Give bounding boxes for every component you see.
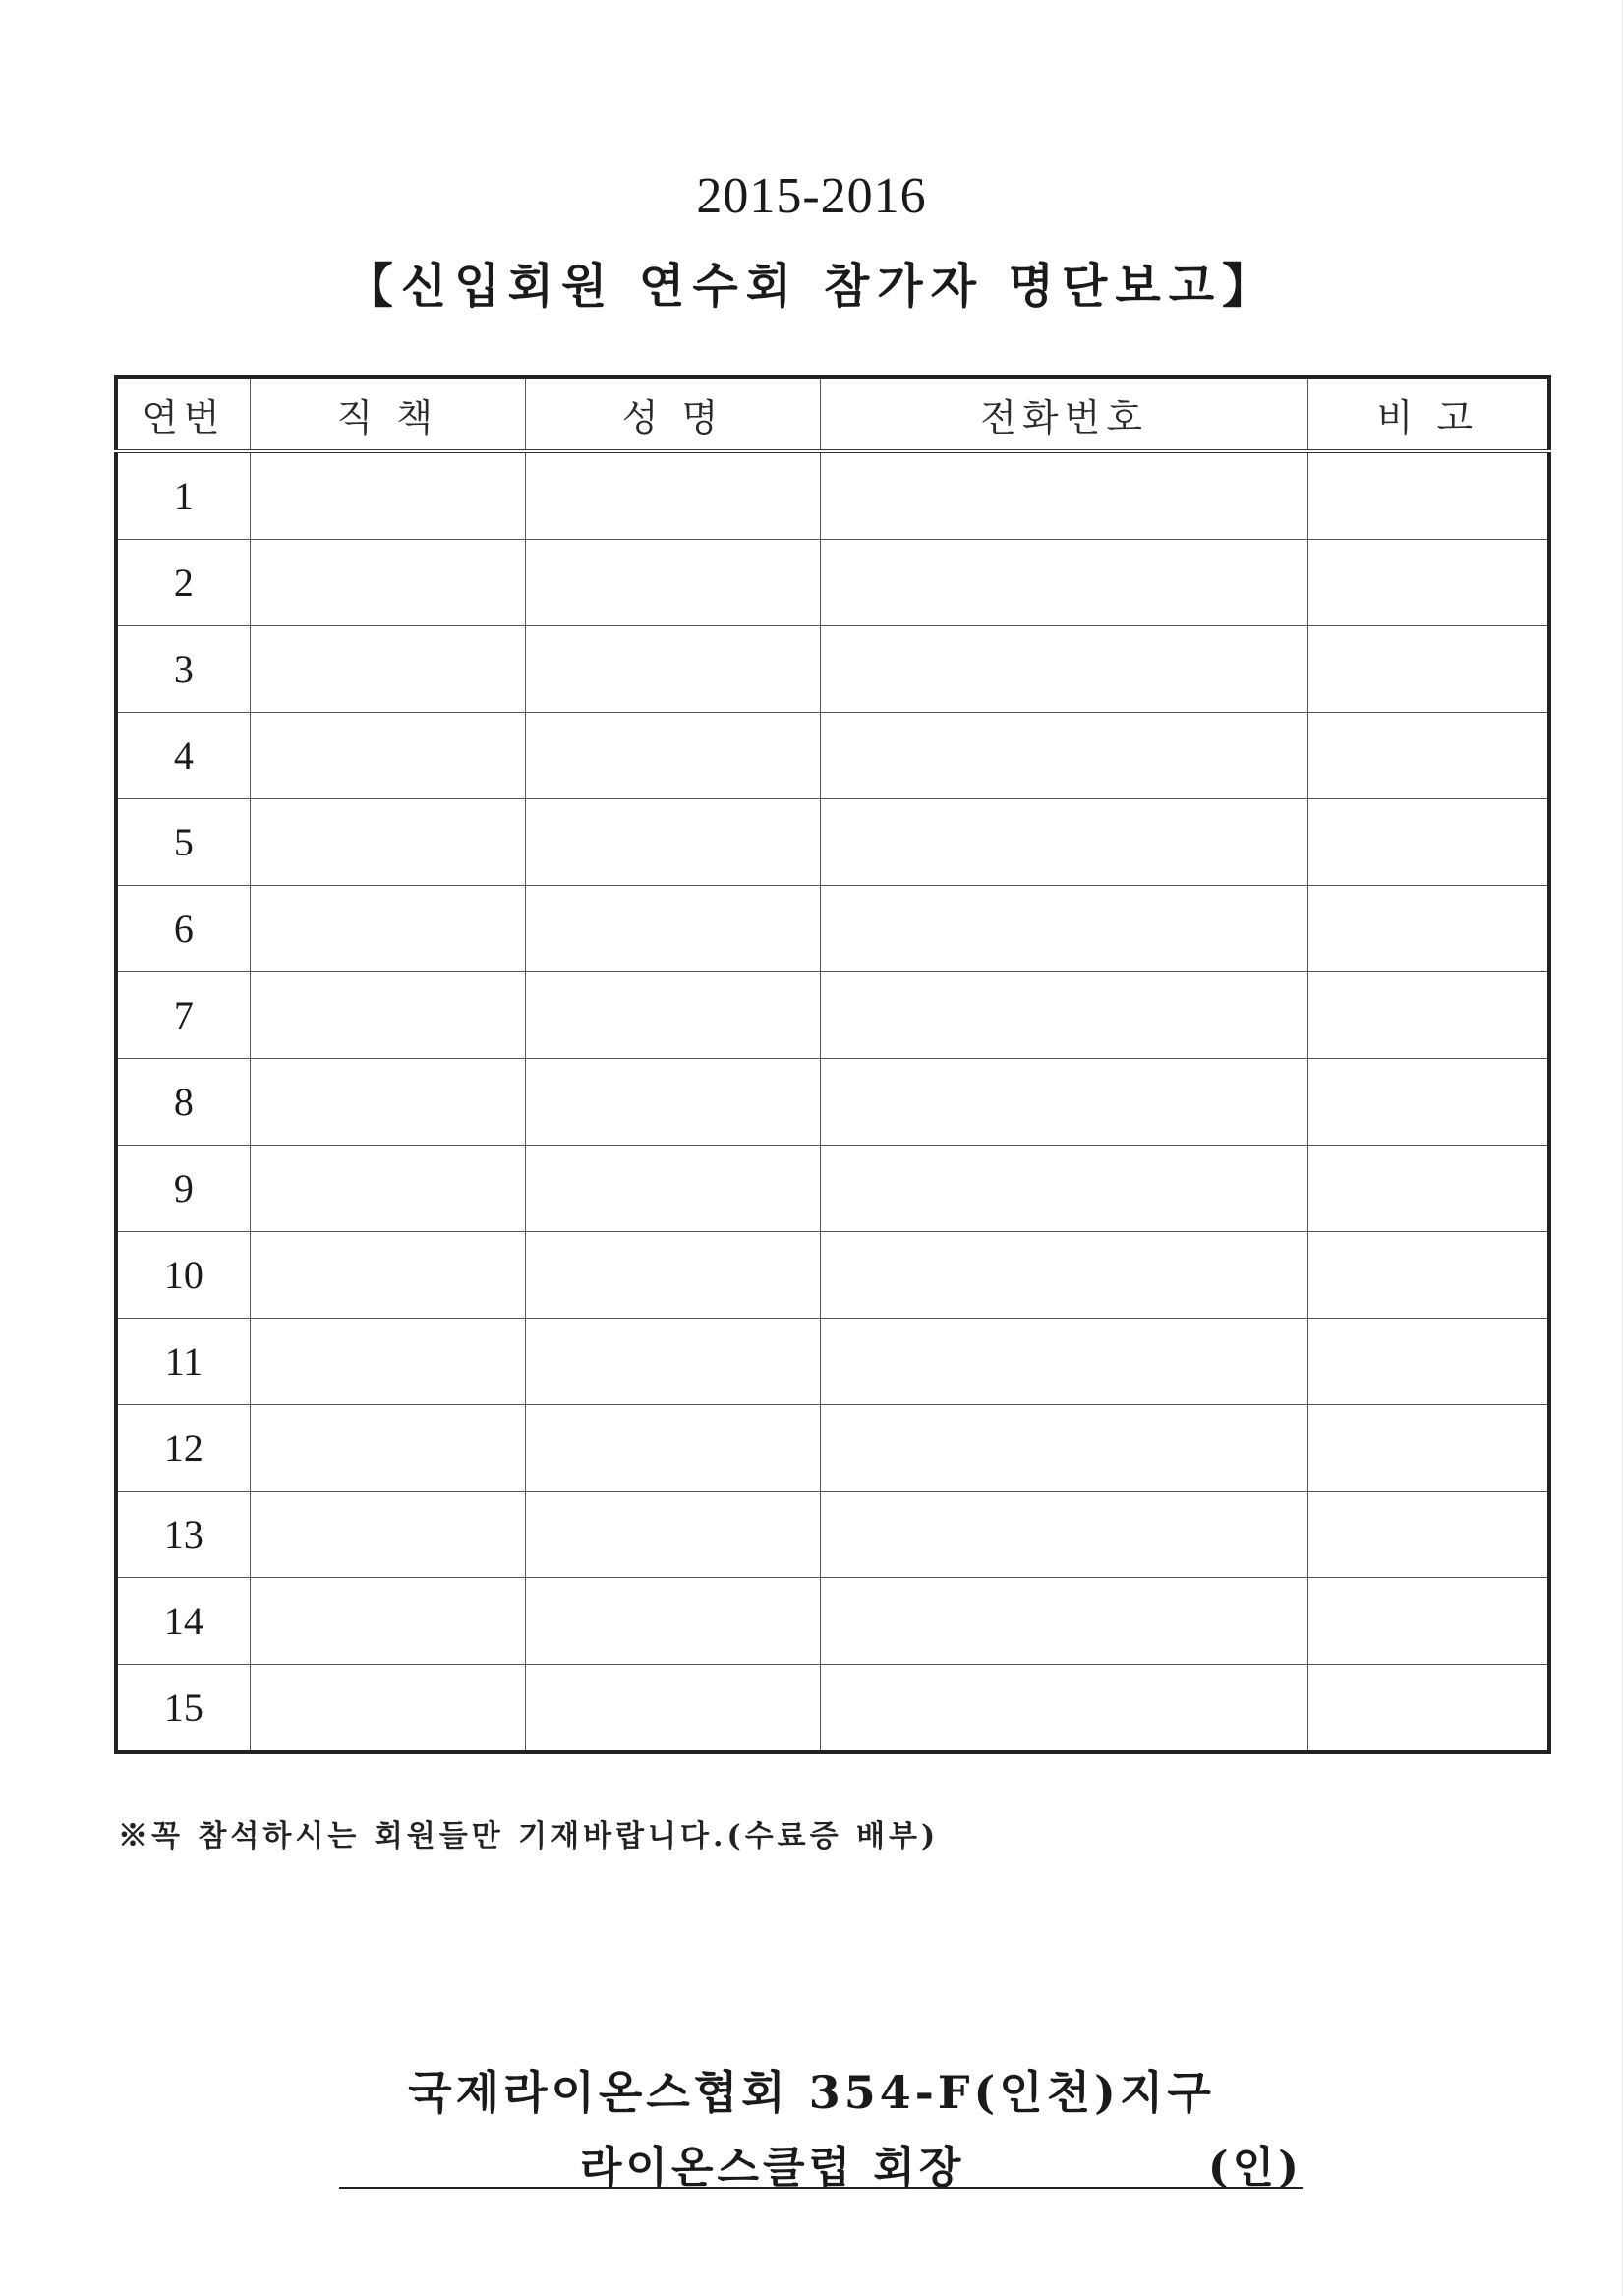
table-header-row [116, 377, 1549, 451]
organization-name: 국제라이온스협회 354-F(인천)지구 [408, 2066, 1215, 2119]
cell-number: 15 [116, 1665, 250, 1753]
cell-phone [821, 626, 1307, 713]
club-president-label: 라이온스클럽 회장 [580, 2143, 965, 2193]
cell-phone [821, 1232, 1307, 1319]
cell-number: 1 [116, 451, 250, 540]
cell-number: 10 [116, 1232, 250, 1319]
participant-roster-table [114, 375, 1551, 1754]
cell-number: 13 [116, 1492, 250, 1578]
cell-phone [821, 1665, 1307, 1753]
cell-remarks [1307, 626, 1549, 713]
cell-phone [821, 1405, 1307, 1492]
table-row [116, 799, 1549, 886]
table-row [116, 1665, 1549, 1753]
cell-position [250, 1319, 525, 1405]
cell-position [250, 1665, 525, 1753]
cell-name [525, 1665, 821, 1753]
cell-name [525, 713, 821, 799]
cell-number: 3 [116, 626, 250, 713]
table-row [116, 1492, 1549, 1578]
cell-phone [821, 1146, 1307, 1232]
table-row [116, 1146, 1549, 1232]
cell-name [525, 1405, 821, 1492]
cell-phone [821, 451, 1307, 540]
column-header-position: 직 책 [250, 377, 525, 451]
signature-line [339, 2132, 1303, 2193]
cell-name [525, 451, 821, 540]
cell-name [525, 1578, 821, 1665]
cell-remarks [1307, 1405, 1549, 1492]
cell-phone [821, 540, 1307, 626]
cell-number: 6 [116, 886, 250, 972]
cell-remarks [1307, 972, 1549, 1059]
cell-remarks [1307, 1319, 1549, 1405]
cell-phone [821, 1578, 1307, 1665]
cell-phone [821, 1059, 1307, 1146]
table-row [116, 972, 1549, 1059]
cell-name [525, 1492, 821, 1578]
column-header-phone: 전화번호 [821, 377, 1307, 451]
table-row [116, 1319, 1549, 1405]
cell-remarks [1307, 1665, 1549, 1753]
cell-position [250, 886, 525, 972]
cell-remarks [1307, 540, 1549, 626]
cell-remarks [1307, 799, 1549, 886]
cell-phone [821, 1492, 1307, 1578]
cell-name [525, 540, 821, 626]
cell-name [525, 886, 821, 972]
cell-remarks [1307, 1232, 1549, 1319]
cell-position [250, 1492, 525, 1578]
column-header-remarks: 비 고 [1307, 377, 1549, 451]
cell-name [525, 1232, 821, 1319]
table-row [116, 1232, 1549, 1319]
cell-position [250, 972, 525, 1059]
cell-position [250, 540, 525, 626]
table-row [116, 626, 1549, 713]
cell-phone [821, 713, 1307, 799]
cell-remarks [1307, 886, 1549, 972]
cell-name [525, 972, 821, 1059]
cell-remarks [1307, 1146, 1549, 1232]
cell-phone [821, 799, 1307, 886]
cell-number: 2 [116, 540, 250, 626]
cell-name [525, 1059, 821, 1146]
cell-number: 7 [116, 972, 250, 1059]
cell-number: 11 [116, 1319, 250, 1405]
cell-position [250, 1405, 525, 1492]
cell-remarks [1307, 1492, 1549, 1578]
cell-position [250, 1578, 525, 1665]
cell-name [525, 799, 821, 886]
table-row [116, 1405, 1549, 1492]
table-row [116, 713, 1549, 799]
table-row [116, 1578, 1549, 1665]
cell-phone [821, 1319, 1307, 1405]
attendance-note: ※꼭 참석하시는 회원들만 기재바랍니다.(수료증 배부) [118, 1819, 940, 1854]
cell-name [525, 626, 821, 713]
cell-number: 12 [116, 1405, 250, 1492]
cell-name [525, 1146, 821, 1232]
cell-number: 5 [116, 799, 250, 886]
cell-remarks [1307, 451, 1549, 540]
cell-name [525, 1319, 821, 1405]
cell-remarks [1307, 1578, 1549, 1665]
table-row [116, 886, 1549, 972]
cell-number: 14 [116, 1578, 250, 1665]
cell-position [250, 1059, 525, 1146]
cell-phone [821, 972, 1307, 1059]
cell-position [250, 713, 525, 799]
seal-mark: (인) [1207, 2143, 1303, 2193]
cell-remarks [1307, 1059, 1549, 1146]
cell-remarks [1307, 713, 1549, 799]
column-header-name: 성 명 [525, 377, 821, 451]
cell-position [250, 1232, 525, 1319]
document-year: 2015-2016 [696, 168, 927, 224]
cell-position [250, 451, 525, 540]
table-row [116, 451, 1549, 540]
cell-position [250, 799, 525, 886]
cell-number: 9 [116, 1146, 250, 1232]
cell-number: 4 [116, 713, 250, 799]
cell-phone [821, 886, 1307, 972]
cell-position [250, 626, 525, 713]
column-header-number: 연번 [116, 377, 250, 451]
cell-position [250, 1146, 525, 1232]
document-title: 【신입회원 연수회 참가자 명단보고】 [345, 259, 1278, 314]
table-row [116, 1059, 1549, 1146]
cell-number: 8 [116, 1059, 250, 1146]
table-row [116, 540, 1549, 626]
